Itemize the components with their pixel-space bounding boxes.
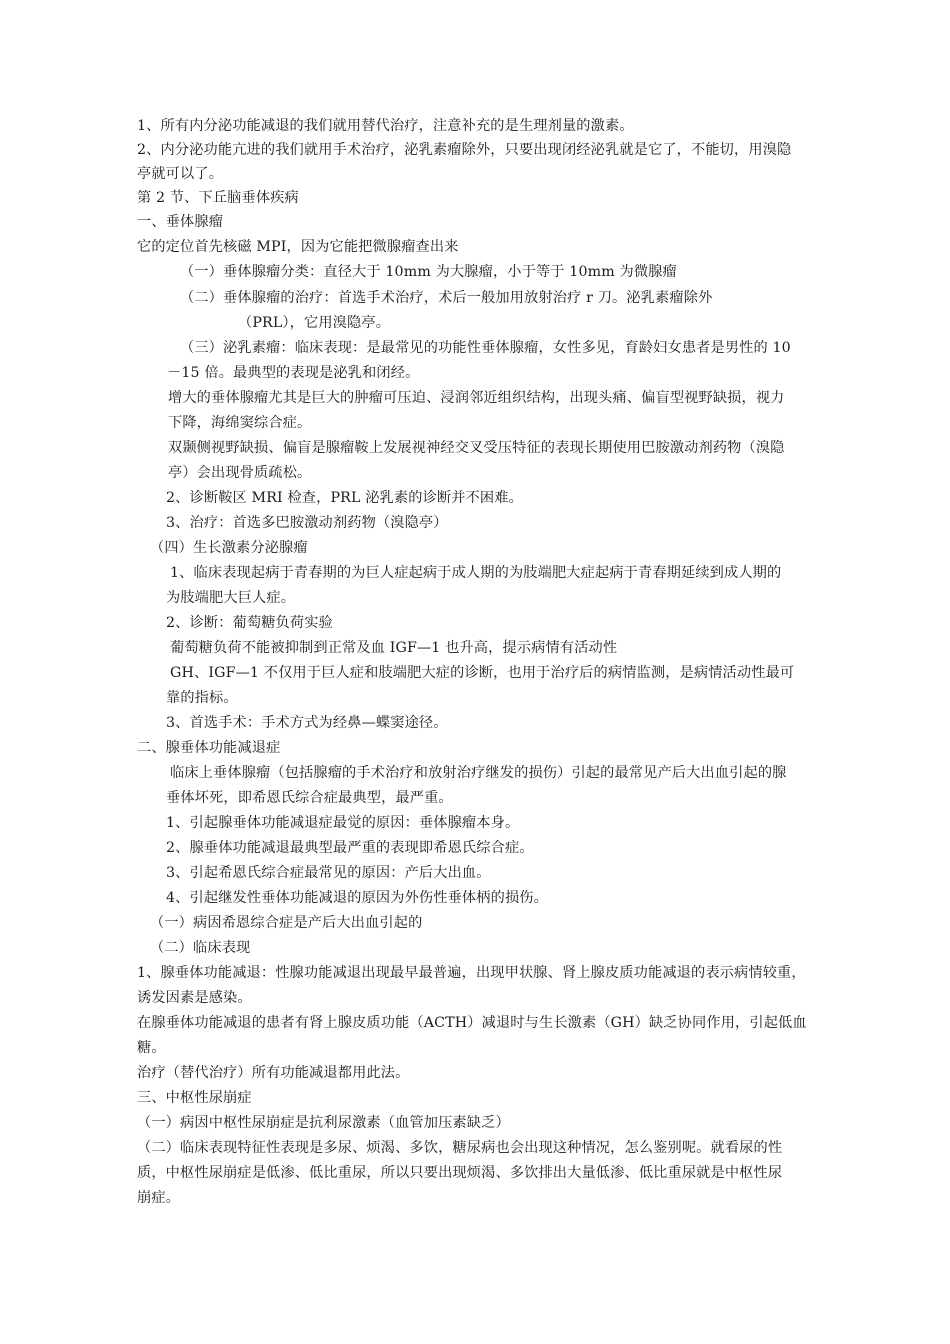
text-line: （一）垂体腺瘤分类：直径大于 10mm 为大腺瘤，小于等于 10mm 为微腺瘤 xyxy=(180,264,677,280)
text-line: （二）垂体腺瘤的治疗：首选手术治疗，术后一般加用放射治疗 r 刀。泌乳素瘤除外 xyxy=(180,290,713,306)
text-line: 2、腺垂体功能减退最典型最严重的表现即希恩氏综合症。 xyxy=(166,840,534,856)
text-line: （PRL），它用溴隐亭。 xyxy=(238,315,391,331)
text-line: 临床上垂体腺瘤（包括腺瘤的手术治疗和放射治疗继发的损伤）引起的最常见产后大出血引起的腺 xyxy=(170,765,787,781)
text-line: 治疗（替代治疗）所有功能减退都用此法。 xyxy=(137,1065,410,1081)
text-line: －15 倍。最典型的表现是泌乳和闭经。 xyxy=(167,365,420,381)
text-line: 糖。 xyxy=(137,1040,166,1056)
text-line: 质，中枢性尿崩症是低渗、低比重尿，所以只要出现烦渴、多饮排出大量低渗、低比重尿就是中枢性尿 xyxy=(137,1165,783,1181)
section-heading: 三、中枢性尿崩症 xyxy=(137,1090,252,1106)
text-line: 诱发因素是感染。 xyxy=(137,990,252,1006)
text-line: 2、诊断：葡萄糖负荷实验 xyxy=(166,615,333,631)
text-line: 4、引起继发性垂体功能减退的原因为外伤性垂体柄的损伤。 xyxy=(166,890,548,906)
text-line: 2、内分泌功能亢进的我们就用手术治疗，泌乳素瘤除外，只要出现闭经泌乳就是它了，不能切，用溴隐 xyxy=(137,142,792,158)
text-line: 亭就可以了。 xyxy=(137,166,224,182)
subsection-heading: （二）临床表现 xyxy=(150,940,251,956)
text-line: （三）泌乳素瘤：临床表现：是最常见的功能性垂体腺瘤，女性多见，育龄妇女患者是男性的 10 xyxy=(180,340,791,356)
text-line: 葡萄糖负荷不能被抑制到正常及血 IGF—1 也升高，提示病情有活动性 xyxy=(170,640,618,656)
text-line: 垂体坏死，即希恩氏综合症最典型，最严重。 xyxy=(166,790,453,806)
section-heading: 一、垂体腺瘤 xyxy=(137,214,224,230)
text-line: 靠的指标。 xyxy=(166,690,238,706)
text-line: 下降，海绵窦综合症。 xyxy=(168,415,312,431)
text-line: 1、腺垂体功能减退：性腺功能减退出现最早最普遍，出现甲状腺、肾上腺皮质功能减退的表示病情较重， xyxy=(137,965,806,981)
text-line: 1、引起腺垂体功能减退症最觉的原因：垂体腺瘤本身。 xyxy=(166,815,520,831)
text-line: GH、IGF—1 不仅用于巨人症和肢端肥大症的诊断，也用于治疗后的病情监测，是病情活动性最可 xyxy=(170,665,795,681)
text-line: 3、治疗：首选多巴胺激动剂药物（溴隐亭） xyxy=(166,515,448,531)
section-heading: 二、腺垂体功能减退症 xyxy=(137,740,281,756)
text-line: （一）病因中枢性尿崩症是抗利尿激素（血管加压素缺乏） xyxy=(137,1115,510,1131)
text-line: 1、所有内分泌功能减退的我们就用替代治疗，注意补充的是生理剂量的激素。 xyxy=(137,118,634,134)
text-line: 增大的垂体腺瘤尤其是巨大的肿瘤可压迫、浸润邻近组织结构，出现头痛、偏盲型视野缺损，视力 xyxy=(168,390,785,406)
text-line: 在腺垂体功能减退的患者有肾上腺皮质功能（ACTH）减退时与生长激素（GH）缺乏协同作用，引起低血 xyxy=(137,1015,807,1031)
subsection-heading: （一）病因希恩综合症是产后大出血引起的 xyxy=(150,915,423,931)
text-line: （二）临床表现特征性表现是多尿、烦渴、多饮，糖尿病也会出现这种情况，怎么鉴别呢。就看尿的性 xyxy=(137,1140,783,1156)
text-line: 3、首选手术：手术方式为经鼻—蝶窦途径。 xyxy=(166,715,448,731)
text-line: 3、引起希恩氏综合症最常见的原因：产后大出血。 xyxy=(166,865,491,881)
text-line: 它的定位首先核磁 MPI，因为它能把微腺瘤查出来 xyxy=(137,239,459,255)
text-line: 亭）会出现骨质疏松。 xyxy=(168,465,312,481)
subsection-heading: （四）生长激素分泌腺瘤 xyxy=(150,540,308,556)
section-heading: 第 2 节、下丘脑垂体疾病 xyxy=(137,190,299,206)
text-line: 崩症。 xyxy=(137,1190,181,1206)
text-line: 双颞侧视野缺损、偏盲是腺瘤鞍上发展视神经交叉受压特征的表现长期使用巴胺激动剂药物（溴隐 xyxy=(168,440,785,456)
text-line: 为肢端肥大巨人症。 xyxy=(166,590,296,606)
text-line: 1、临床表现起病于青春期的为巨人症起病于成人期的为肢端肥大症起病于青春期延续到成人期的 xyxy=(170,565,782,581)
text-line: 2、诊断鞍区 MRI 检查，PRL 泌乳素的诊断并不困难。 xyxy=(166,490,523,506)
